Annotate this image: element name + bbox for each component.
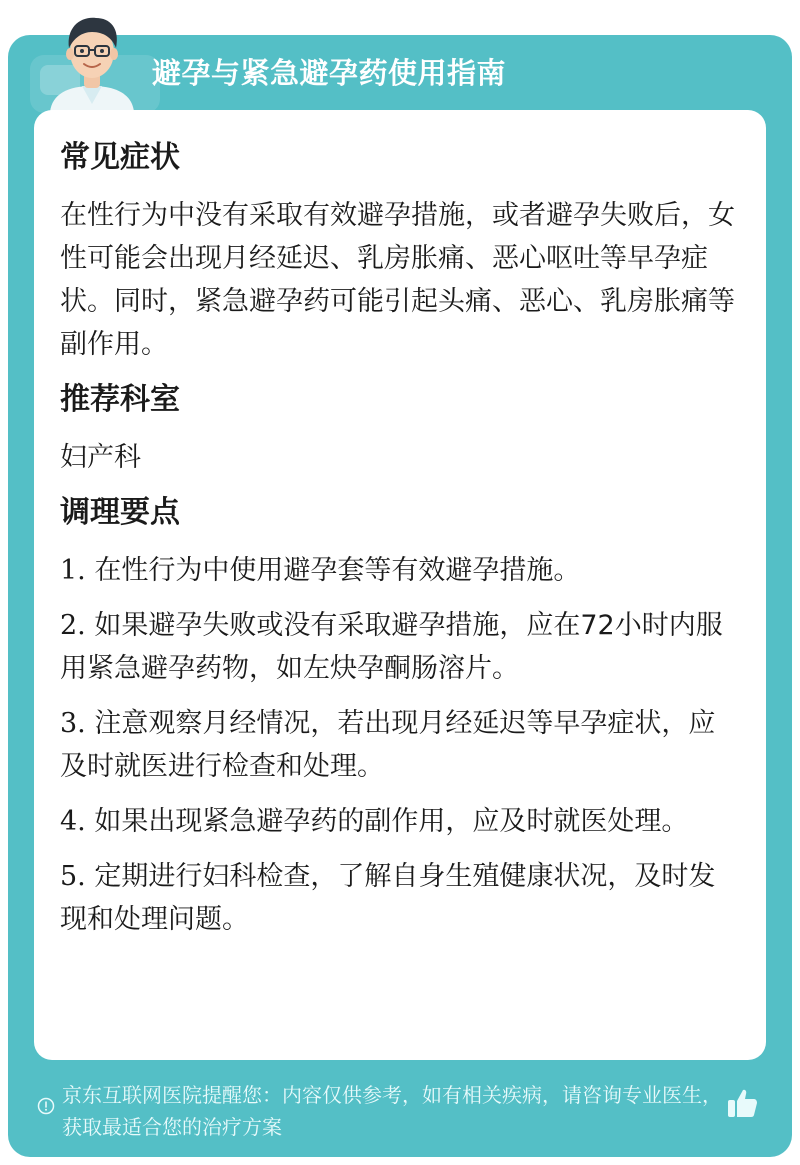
care-item-number: 5.: [60, 861, 86, 892]
care-item-text: 在性行为中使用避孕套等有效避孕措施。: [94, 555, 581, 586]
care-item-text: 定期进行妇科检查，了解自身生殖健康状况，及时发现和处理问题。: [60, 861, 716, 935]
care-item-1: [60, 549, 740, 592]
care-item-3: [60, 702, 740, 788]
thumbs-up-icon[interactable]: [724, 1085, 760, 1121]
care-item-2: [60, 604, 740, 690]
department-text: 妇产科: [60, 442, 141, 473]
care-item-text: 注意观察月经情况，若出现月经延迟等早孕症状，应及时就医进行检查和处理。: [60, 708, 716, 782]
doctor-avatar: [42, 8, 142, 112]
care-item-4: [60, 800, 740, 843]
care-title: 调理要点: [60, 495, 180, 530]
symptoms-text: 在性行为中没有采取有效避孕措施，或者避孕失败后，女性可能会出现月经延迟、乳房胀痛、恶心呕吐等早孕症状。同时，紧急避孕药可能引起头痛、恶心、乳房胀痛等副作用。: [60, 200, 735, 360]
symptoms-title: 常见症状: [60, 140, 180, 175]
content-card: [34, 110, 766, 1060]
care-item-number: 2.: [60, 610, 86, 641]
department-title: 推荐科室: [60, 382, 180, 417]
care-item-5: [60, 855, 740, 941]
disclaimer-text: 京东互联网医院提醒您：内容仅供参考，如有相关疾病，请咨询专业医生，获取最适合您的治疗方案: [62, 1083, 722, 1139]
info-icon: [37, 1097, 55, 1115]
page-title: 避孕与紧急避孕药使用指南: [152, 56, 507, 90]
care-item-text: 如果出现紧急避孕药的副作用，应及时就医处理。: [94, 806, 689, 837]
footer-disclaimer: [0, 1075, 800, 1155]
care-item-number: 1.: [60, 555, 86, 586]
care-item-number: 3.: [60, 708, 86, 739]
care-item-number: 4.: [60, 806, 86, 837]
care-item-text: 如果避孕失败或没有采取避孕措施，应在72小时内服用紧急避孕药物，如左炔孕酮肠溶片。: [60, 610, 723, 684]
